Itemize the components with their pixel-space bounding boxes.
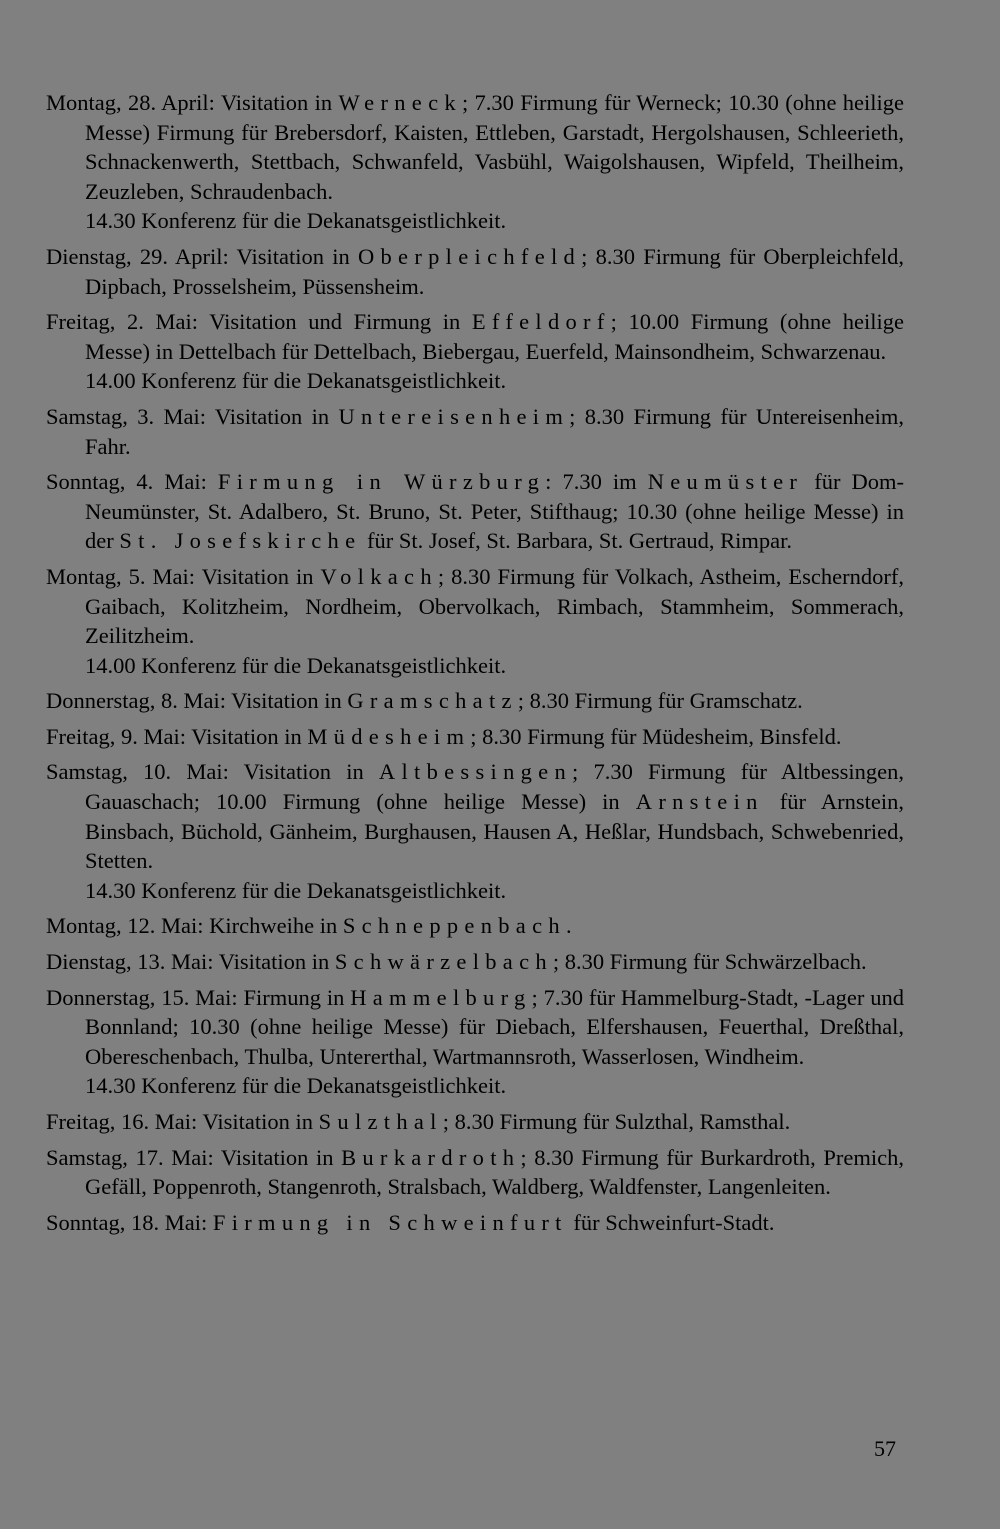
place-name: Hammelburg <box>350 984 532 1010</box>
entry-text: für Arnstein, Binsbach, Büchold, Gänheim, Burghausen, Hausen A, Heßlar, Hundsbach, Schwebenried, Stetten. <box>85 789 904 874</box>
schedule-entry <box>46 911 904 941</box>
schedule-entry <box>46 1143 904 1202</box>
conference-note: 14.30 Konferenz für die Dekanatsgeistlichkeit. <box>85 1073 507 1099</box>
entry-text: : 7.30 im <box>545 469 648 495</box>
entry-text: ; 8.30 Firmung für Volkach, Astheim, Escherndorf, Gaibach, Kolitzheim, Nordheim, Obervolkach, Rimbach, Stammheim, Sommerach, Zeilitzheim. <box>85 563 904 649</box>
schedule-entry <box>46 88 904 236</box>
place-name: Burkardroth <box>341 1144 521 1170</box>
entry-text: für Dom-Neumünster, St. Adalbero, St. Bruno, St. Peter, Stifthaug; 10.30 (ohne heilige Messe) in der <box>85 469 904 554</box>
entry-text: ; 8.30 Firmung für Burkardroth, Premich, Gefäll, Poppenroth, Stangenroth, Stralsbach, Waldberg, Waldfenster, Langenleiten. <box>85 1144 904 1200</box>
entry-text: Freitag, 2. Mai: Visitation und Firmung in <box>46 309 472 335</box>
schedule-entry <box>46 467 904 556</box>
place-name: Neumüster <box>647 469 804 495</box>
entry-text: ; 8.30 Firmung für Oberpleichfeld, Dipbach, Prosselsheim, Püssensheim. <box>85 243 904 299</box>
schedule-entry <box>46 402 904 461</box>
schedule-entry <box>46 562 904 680</box>
entry-text: Freitag, 9. Mai: Visitation in <box>46 723 308 749</box>
schedule-text <box>46 88 904 1243</box>
place-name: Schwärzelbach <box>334 949 553 975</box>
place-name: Schneppenbach <box>342 913 566 939</box>
conference-note: 14.30 Konferenz für die Dekanatsgeistlichkeit. <box>85 877 507 903</box>
place-name: Werneck <box>338 90 462 115</box>
schedule-entry <box>46 242 904 301</box>
entry-text: Donnerstag, 15. Mai: Firmung in <box>46 984 351 1010</box>
entry-text: ; 8.30 Firmung für Schwärzelbach. <box>552 949 867 975</box>
conference-note: 14.30 Konferenz für die Dekanatsgeistlichkeit. <box>85 208 507 234</box>
entry-text: Donnerstag, 8. Mai: Visitation in <box>46 688 348 714</box>
schedule-entry <box>46 983 904 1101</box>
place-name: Gramschatz <box>347 688 518 714</box>
entry-text: ; 8.30 Firmung für Untereisenheim, Fahr. <box>85 403 905 459</box>
schedule-entry <box>46 722 904 752</box>
entry-text: Montag, 5. Mai: Visitation in <box>46 563 321 589</box>
schedule-entry <box>46 307 904 396</box>
entry-text: ; 7.30 für Hammelburg-Stadt, -Lager und Bonnland; 10.30 (ohne heilige Messe) für Diebach, Elfershausen, Feuerthal, Dreßthal, Obereschenbach, Thulba, Untererthal, Wartmannsroth, Wasserlosen, Windheim. <box>85 984 905 1069</box>
place-name: Firmung in Schweinfurt <box>212 1209 568 1235</box>
entry-text: Sonntag, 18. Mai: <box>46 1209 213 1235</box>
entry-text: für Schweinfurt-Stadt. <box>567 1209 775 1235</box>
entry-text: Montag, 28. April: Visitation in <box>46 90 339 115</box>
entry-text: Samstag, 3. Mai: Visitation in <box>46 403 339 429</box>
entry-text: ; 8.30 Firmung für Gramschatz. <box>517 688 803 714</box>
entry-text: Samstag, 10. Mai: Visitation in <box>46 759 379 785</box>
entry-text: für St. Josef, St. Barbara, St. Gertraud, Rimpar. <box>361 528 792 554</box>
entry-text: Montag, 12. Mai: Kirchweihe in <box>46 913 343 939</box>
schedule-entry <box>46 686 904 716</box>
place-name: Müdesheim <box>307 723 471 749</box>
entry-text: Dienstag, 13. Mai: Visitation in <box>46 949 335 975</box>
schedule-entry <box>46 947 904 977</box>
schedule-entry <box>46 757 904 905</box>
entry-text: ; 7.30 Firmung für Altbessingen, Gauaschach; 10.00 Firmung (ohne heilige Messe) in <box>85 759 905 815</box>
place-name: Volkach <box>320 563 438 589</box>
entry-text: . <box>565 913 572 939</box>
place-name: Arnstein <box>635 789 764 815</box>
entry-text: Samstag, 17. Mai: Visitation in <box>46 1144 342 1170</box>
entry-text: ; 8.30 Firmung für Müdesheim, Binsfeld. <box>470 723 842 749</box>
entry-text: ; 8.30 Firmung für Sulzthal, Ramsthal. <box>442 1109 791 1134</box>
place-name: Untereisenheim <box>338 403 570 429</box>
place-name: St. Josefskirche <box>119 528 362 554</box>
page-number: 57 <box>874 1436 896 1461</box>
schedule-entry <box>46 1107 904 1137</box>
entry-text: ; 10.00 Firmung (ohne heilige Messe) in Dettelbach für Dettelbach, Biebergau, Euerfeld, Mainsondheim, Schwarzenau. <box>85 309 904 364</box>
place-name: Firmung in Würzburg <box>217 469 546 495</box>
entry-text: Dienstag, 29. April: Visitation in <box>46 243 358 269</box>
place-name: Effeldorf <box>471 309 611 335</box>
place-name: Oberpleichfeld <box>357 243 582 269</box>
conference-note: 14.00 Konferenz für die Dekanatsgeistlichkeit. <box>85 652 507 678</box>
conference-note: 14.00 Konferenz für die Dekanatsgeistlichkeit. <box>85 368 507 394</box>
entry-text: Freitag, 16. Mai: Visitation in <box>46 1109 319 1134</box>
place-name: Sulzthal <box>318 1109 443 1134</box>
entry-text: Sonntag, 4. Mai: <box>46 469 218 495</box>
place-name: Altbessingen <box>378 759 573 785</box>
schedule-entry <box>46 1208 904 1238</box>
entry-text: ; 7.30 Firmung für Werneck; 10.30 (ohne heilige Messe) Firmung für Brebersdorf, Kaisten, Ettleben, Garstadt, Hergolshausen, Schleerieth, Schnackenwerth, Stettbach, Schwanfeld, Vasbühl, Waigolshausen, Wipfeld, Theilheim, Zeuzleben, Schraudenbach. <box>85 90 904 204</box>
